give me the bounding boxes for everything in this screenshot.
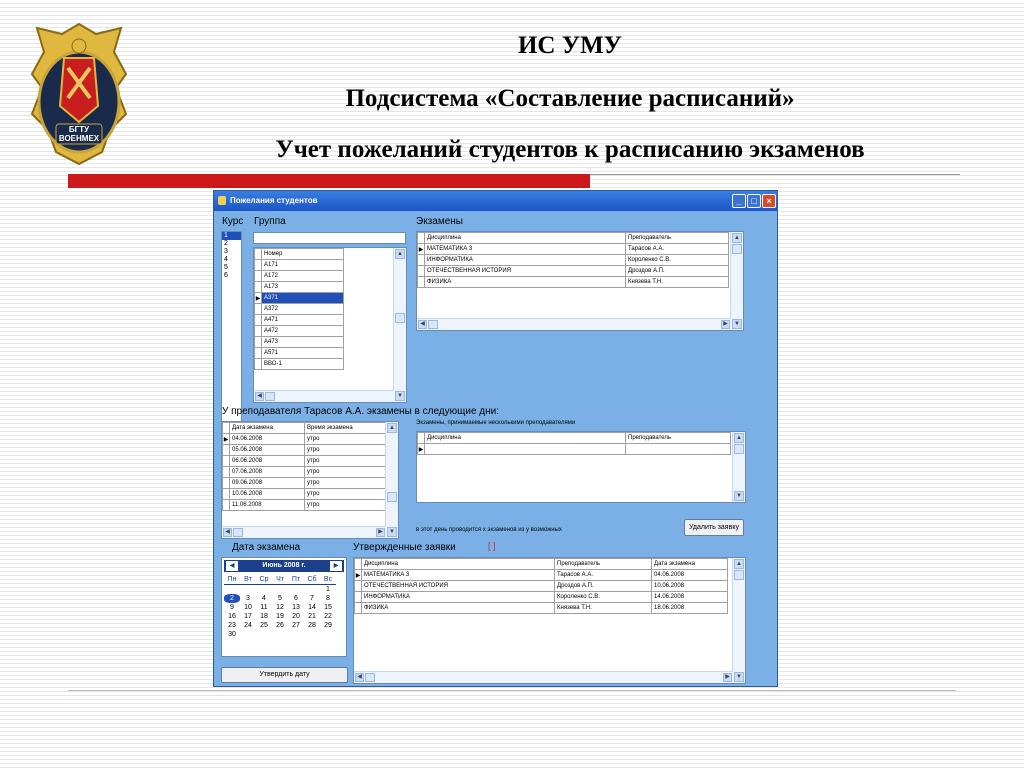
table-cell[interactable]: 07.06.2008	[230, 467, 305, 478]
calendar-day	[240, 630, 256, 639]
multi-teacher-grid[interactable]	[416, 431, 746, 503]
group-hscrollbar[interactable]	[254, 390, 394, 402]
row-indicator	[418, 277, 425, 288]
column-header[interactable]: Дисциплина	[362, 559, 555, 570]
scroll-up-icon[interactable]: ▲	[734, 433, 744, 443]
kurs-item[interactable]: 6	[224, 272, 228, 279]
calendar-day[interactable]: 22	[324, 613, 332, 620]
exams-hscrollbar[interactable]	[417, 318, 731, 330]
weekday-label: Пт	[288, 575, 304, 585]
table-row[interactable]	[255, 359, 344, 370]
row-indicator	[255, 260, 262, 271]
footer-divider	[68, 690, 956, 691]
row-pointer-icon: ▶	[223, 434, 230, 445]
calendar-day[interactable]: 3	[246, 595, 250, 602]
table-row[interactable]	[418, 244, 729, 255]
calendar-day	[288, 630, 304, 639]
prev-month-icon[interactable]: ◀	[226, 561, 238, 571]
table-cell[interactable]: Короленко С.В.	[626, 255, 729, 266]
multi-teacher-label: Экзамены, принимаемые несколькими преподавателями	[416, 420, 576, 426]
approved-count-bracket: [ ]	[488, 541, 496, 551]
kurs-item[interactable]: 1	[222, 232, 241, 240]
table-cell[interactable]: утро	[305, 478, 386, 489]
table-row[interactable]	[255, 282, 344, 293]
teacher-days-label: У преподавателя Тарасов А.А. экзамены в следующие дни:	[222, 406, 500, 417]
scroll-left-icon[interactable]: ◀	[223, 528, 232, 537]
row-indicator	[223, 445, 230, 456]
multi-vscrollbar[interactable]	[732, 432, 745, 502]
calendar-day[interactable]: 18	[260, 613, 268, 620]
table-row[interactable]	[223, 434, 386, 445]
weekday-label: Сб	[304, 575, 320, 585]
row-indicator	[355, 581, 362, 592]
table-row[interactable]	[255, 348, 344, 359]
column-header[interactable]: Дисциплина	[425, 433, 626, 444]
slide-heading: Учет пожеланий студентов к расписанию экзаменов	[275, 136, 865, 163]
table-cell[interactable]: А172	[262, 271, 344, 282]
row-indicator	[223, 500, 230, 511]
kurs-label: Курс	[222, 216, 244, 227]
scroll-up-icon[interactable]: ▲	[387, 423, 397, 433]
group-grid[interactable]	[253, 247, 407, 403]
row-pointer-icon: ▶	[418, 444, 425, 455]
approved-vscrollbar[interactable]	[732, 558, 745, 683]
column-header[interactable]: Дата экзамена	[230, 423, 305, 434]
slide-title: ИС УМУ	[517, 32, 623, 59]
table-cell[interactable]: ФИЗИКА	[425, 277, 626, 288]
table-row[interactable]	[255, 293, 344, 304]
table-row[interactable]	[255, 260, 344, 271]
table-cell[interactable]: 14.06.2008	[652, 592, 728, 603]
row-indicator	[223, 467, 230, 478]
header-divider	[590, 174, 960, 175]
kurs-item[interactable]: 5	[224, 264, 228, 271]
row-indicator	[255, 304, 262, 315]
table-cell[interactable]: 11.06.2008	[230, 500, 305, 511]
row-pointer-icon: ▶	[255, 293, 262, 304]
calendar-day[interactable]: 5	[278, 595, 282, 602]
scroll-up-icon[interactable]: ▲	[732, 233, 742, 243]
table-row[interactable]	[355, 581, 728, 592]
calendar-day[interactable]: 14	[308, 604, 316, 611]
table-cell[interactable]: А371	[262, 293, 344, 304]
calendar-day[interactable]: 25	[260, 622, 268, 629]
table-row[interactable]	[223, 467, 386, 478]
table-cell[interactable]: А472	[262, 326, 344, 337]
table-cell[interactable]: 04.06.2008	[230, 434, 305, 445]
table-cell[interactable]: 05.06.2008	[230, 445, 305, 456]
table-row[interactable]	[255, 315, 344, 326]
svg-text:ВОЕНМЕХ: ВОЕНМЕХ	[58, 134, 100, 143]
calendar-day	[224, 585, 240, 595]
kurs-list[interactable]	[221, 231, 242, 427]
table-row[interactable]	[223, 500, 386, 511]
table-cell[interactable]: Дроздов А.П.	[555, 581, 652, 592]
table-row[interactable]	[223, 456, 386, 467]
table-cell[interactable]: утро	[305, 500, 386, 511]
calendar-day[interactable]: 30	[228, 631, 236, 638]
row-indicator	[223, 489, 230, 500]
scroll-down-icon[interactable]: ▼	[734, 672, 744, 682]
calendar-day[interactable]: 1	[326, 586, 330, 593]
table-cell[interactable]: 06.06.2008	[230, 456, 305, 467]
scroll-down-icon[interactable]: ▼	[395, 391, 405, 401]
table-cell[interactable]: Тарасов А.А.	[626, 244, 729, 255]
calendar-day[interactable]: 10	[244, 604, 252, 611]
exam-date-label: Дата экзамена	[232, 542, 301, 553]
calendar-day[interactable]: 20	[292, 613, 300, 620]
table-cell[interactable]: ОТЕЧЕСТВЕННАЯ ИСТОРИЯ	[425, 266, 626, 277]
calendar-day[interactable]: 12	[276, 604, 284, 611]
scroll-up-icon[interactable]: ▲	[395, 249, 405, 259]
table-cell[interactable]: А571	[262, 348, 344, 359]
scroll-down-icon[interactable]: ▼	[734, 491, 744, 501]
calendar-day[interactable]: 27	[292, 622, 300, 629]
calendar-day	[256, 585, 272, 595]
table-row[interactable]	[223, 489, 386, 500]
calendar-day[interactable]: 16	[228, 613, 236, 620]
table-row[interactable]	[255, 326, 344, 337]
table-cell[interactable]: ВВО-1	[262, 359, 344, 370]
table-row[interactable]	[418, 266, 729, 277]
scroll-left-icon[interactable]: ◀	[418, 320, 427, 329]
row-indicator	[355, 592, 362, 603]
window-titlebar[interactable]	[214, 191, 777, 211]
calendar-day	[304, 585, 320, 595]
table-cell[interactable]: Князева Т.Н.	[555, 603, 652, 614]
row-indicator	[418, 255, 425, 266]
table-cell[interactable]: А372	[262, 304, 344, 315]
calendar-day[interactable]: 9	[230, 604, 234, 611]
weekday-label: Ср	[256, 575, 272, 585]
row-indicator	[255, 282, 262, 293]
calendar-day	[320, 630, 336, 639]
row-indicator	[255, 271, 262, 282]
table-cell[interactable]: утро	[305, 445, 386, 456]
table-cell[interactable]: утро	[305, 467, 386, 478]
delete-request-button[interactable]: Удалить заявку	[684, 519, 744, 536]
table-cell[interactable]: А173	[262, 282, 344, 293]
table-cell[interactable]: А471	[262, 315, 344, 326]
scroll-up-icon[interactable]: ▲	[734, 559, 744, 569]
kurs-item[interactable]: 4	[224, 256, 228, 263]
calendar-day[interactable]: 4	[262, 595, 266, 602]
calendar-day[interactable]: 19	[276, 613, 284, 620]
row-indicator	[255, 315, 262, 326]
close-icon[interactable]: ×	[762, 194, 776, 208]
calendar-day	[272, 630, 288, 639]
weekday-label: Пн	[224, 575, 240, 585]
table-cell[interactable]: ИНФОРМАТИКА	[362, 592, 555, 603]
table-row[interactable]	[255, 271, 344, 282]
table-cell[interactable]: А473	[262, 337, 344, 348]
table-cell[interactable]: ИНФОРМАТИКА	[425, 255, 626, 266]
calendar-day[interactable]: 23	[228, 622, 236, 629]
row-indicator	[418, 266, 425, 277]
table-row[interactable]	[255, 337, 344, 348]
table-cell[interactable]	[626, 444, 731, 455]
table-cell[interactable]	[425, 444, 626, 455]
row-indicator	[255, 337, 262, 348]
calendar-day	[240, 585, 256, 595]
days-hscrollbar[interactable]	[222, 526, 386, 538]
table-cell[interactable]: 10.06.2008	[230, 489, 305, 500]
window-title: Пожелания студентов	[230, 196, 318, 205]
approved-grid[interactable]	[353, 557, 746, 684]
exam-days-grid[interactable]	[221, 421, 399, 539]
row-indicator	[355, 603, 362, 614]
slide-subtitle: Подсистема «Составление расписаний»	[345, 85, 795, 112]
next-month-icon[interactable]: ▶	[330, 561, 342, 571]
scroll-right-icon[interactable]: ▶	[376, 528, 385, 537]
table-cell[interactable]: А171	[262, 260, 344, 271]
row-indicator	[255, 348, 262, 359]
row-pointer-icon: ▶	[355, 570, 362, 581]
group-vscrollbar[interactable]	[393, 248, 406, 402]
red-accent-bar	[68, 174, 590, 188]
calendar-day	[272, 585, 288, 595]
table-cell[interactable]: утро	[305, 456, 386, 467]
calendar-day[interactable]: 15	[324, 604, 332, 611]
maximize-icon[interactable]: □	[747, 194, 761, 208]
calendar-day	[304, 630, 320, 639]
row-indicator	[255, 326, 262, 337]
svg-text:БГТУ: БГТУ	[68, 125, 90, 134]
calendar-day	[288, 585, 304, 595]
row-indicator	[255, 359, 262, 370]
table-cell[interactable]: МАТЕМАТИКА 3	[425, 244, 626, 255]
calendar-month: Июнь 2008 г.	[262, 562, 306, 569]
table-row[interactable]	[418, 277, 729, 288]
table-row[interactable]	[418, 255, 729, 266]
scroll-right-icon[interactable]: ▶	[721, 320, 730, 329]
table-cell[interactable]: МАТЕМАТИКА 3	[362, 570, 555, 581]
column-header[interactable]: Преподаватель	[626, 433, 731, 444]
app-window	[213, 190, 778, 687]
exams-grid[interactable]	[416, 231, 744, 331]
table-cell[interactable]: 09.06.2008	[230, 478, 305, 489]
calendar-day[interactable]: 2	[224, 594, 240, 603]
university-logo-icon	[26, 18, 132, 166]
calendar-day[interactable]: 24	[244, 622, 252, 629]
table-row[interactable]	[223, 445, 386, 456]
calendar-day[interactable]: 26	[276, 622, 284, 629]
calendar-day[interactable]: 13	[292, 604, 300, 611]
exams-label: Экзамены	[416, 216, 463, 227]
exams-vscrollbar[interactable]	[730, 232, 743, 330]
scroll-left-icon[interactable]: ◀	[255, 392, 264, 401]
table-cell[interactable]: Тарасов А.А.	[555, 570, 652, 581]
weekday-label: Вт	[240, 575, 256, 585]
table-cell[interactable]: утро	[305, 489, 386, 500]
table-cell[interactable]: Князева Т.Н.	[626, 277, 729, 288]
calendar-day[interactable]: 7	[310, 595, 314, 602]
table-cell[interactable]: 18.06.2008	[652, 603, 728, 614]
group-filter-input[interactable]	[253, 232, 406, 244]
minimize-icon[interactable]: _	[732, 194, 746, 208]
approved-hscrollbar[interactable]	[354, 671, 733, 683]
group-column-header[interactable]: Номер	[262, 249, 344, 260]
column-header[interactable]: Дисциплина	[425, 233, 626, 244]
calendar-day[interactable]: 21	[308, 613, 316, 620]
weekday-label: Чт	[272, 575, 288, 585]
calendar-day[interactable]: 17	[244, 613, 252, 620]
weekday-label: Вс	[320, 575, 336, 585]
table-row[interactable]	[355, 603, 728, 614]
approved-label: Утвержденные заявки	[353, 542, 456, 553]
table-cell[interactable]: ОТЕЧЕСТВЕННАЯ ИСТОРИЯ	[362, 581, 555, 592]
column-header[interactable]: Преподаватель	[626, 233, 729, 244]
group-label: Группа	[254, 216, 286, 227]
calendar-day[interactable]: 29	[324, 622, 332, 629]
kurs-item[interactable]: 3	[224, 248, 228, 255]
scroll-left-icon[interactable]: ◀	[355, 673, 364, 682]
row-pointer-icon: ▶	[418, 244, 425, 255]
table-cell[interactable]: 10.06.2008	[652, 581, 728, 592]
table-row[interactable]	[355, 570, 728, 581]
table-row[interactable]	[223, 478, 386, 489]
column-header[interactable]: Время экзамена	[305, 423, 386, 434]
table-row[interactable]	[355, 592, 728, 603]
scroll-down-icon[interactable]: ▼	[387, 527, 397, 537]
column-header[interactable]: Дата экзамена	[652, 559, 728, 570]
scroll-right-icon[interactable]: ▶	[723, 673, 732, 682]
row-indicator	[223, 456, 230, 467]
row-indicator	[223, 478, 230, 489]
calendar-day	[256, 630, 272, 639]
calendar-day[interactable]: 8	[326, 595, 330, 602]
table-cell[interactable]: утро	[305, 434, 386, 445]
days-vscrollbar[interactable]	[385, 422, 398, 538]
exam-date-calendar[interactable]	[221, 557, 347, 657]
confirm-date-button[interactable]: Утвердить дату	[221, 667, 348, 683]
table-row[interactable]	[255, 304, 344, 315]
table-cell[interactable]: Дроздов А.П.	[626, 266, 729, 277]
app-icon	[218, 196, 226, 205]
calendar-day[interactable]: 28	[308, 622, 316, 629]
day-exam-count-note: в этот день проводится х экзаменов из у возможных	[416, 527, 562, 533]
calendar-day[interactable]: 6	[294, 595, 298, 602]
kurs-item[interactable]: 2	[224, 240, 228, 247]
column-header[interactable]: Преподаватель	[555, 559, 652, 570]
table-cell[interactable]: 04.06.2008	[652, 570, 728, 581]
scroll-down-icon[interactable]: ▼	[732, 319, 742, 329]
table-cell[interactable]: ФИЗИКА	[362, 603, 555, 614]
table-cell[interactable]: Короленко С.В.	[555, 592, 652, 603]
calendar-day[interactable]: 11	[260, 604, 268, 611]
